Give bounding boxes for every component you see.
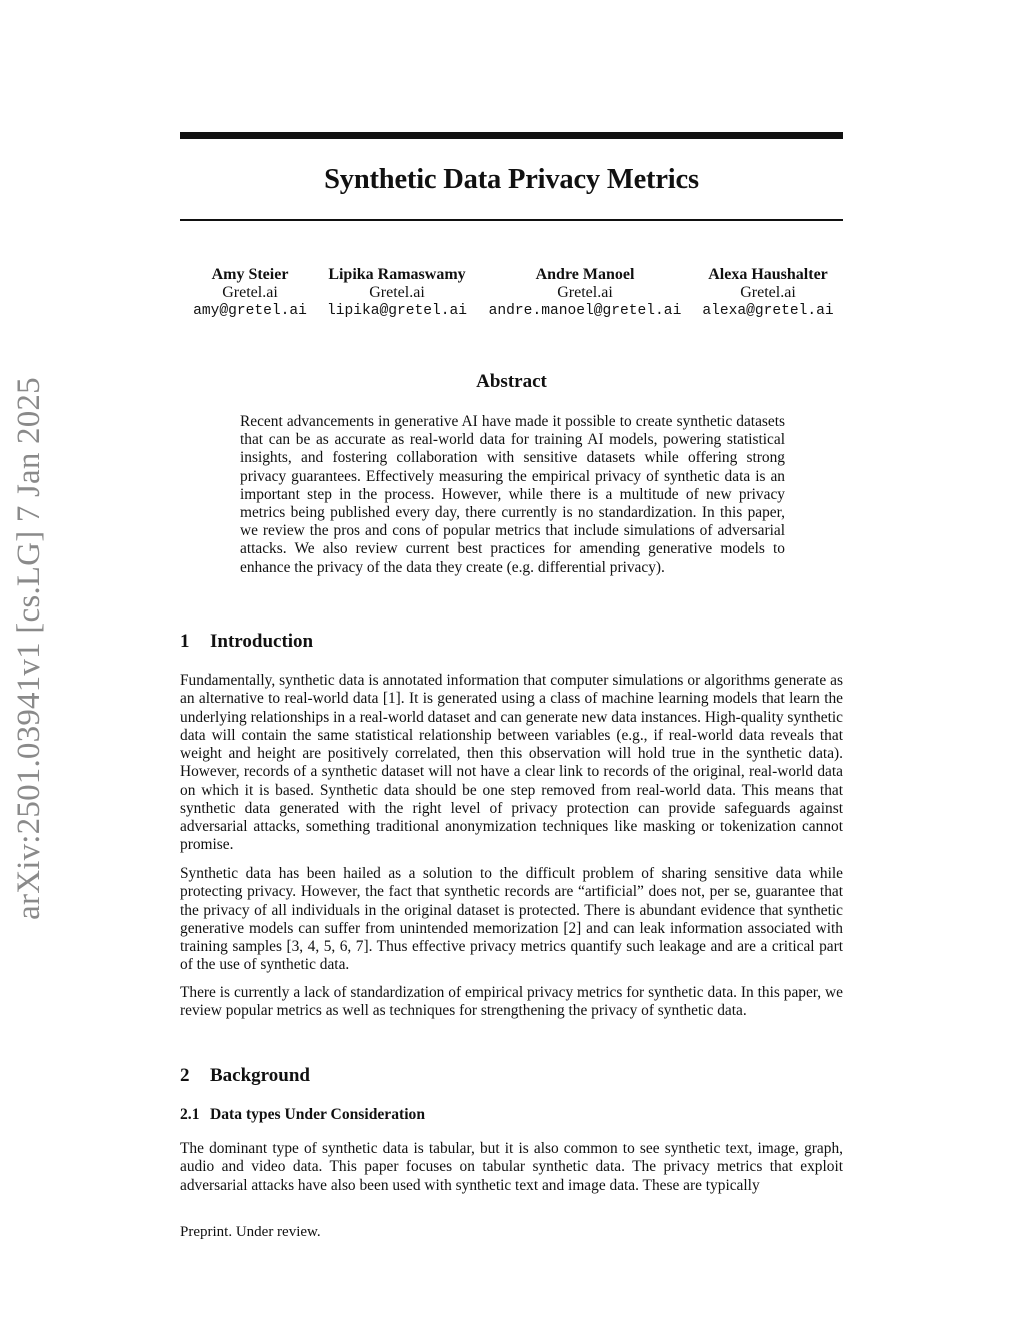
author-affiliation: Gretel.ai	[740, 284, 796, 301]
author-affiliation: Gretel.ai	[222, 284, 278, 301]
section-title: Introduction	[210, 631, 314, 652]
paragraph: There is currently a lack of standardization of empirical privacy metrics for synthetic data. In this paper, we review popular metrics as well as techniques for strengthening the privacy of synthetic data.	[180, 984, 843, 1020]
abstract-heading: Abstract	[476, 371, 547, 392]
paragraph: The dominant type of synthetic data is tabular, but it is also common to see synthetic text, image, graph, audio and video data. This paper focuses on tabular synthetic data. The privacy metrics that exploit adversarial attacks have also been used with synthetic text and image data. These are typically	[180, 1140, 843, 1194]
section-number: 2	[180, 1065, 190, 1086]
paragraph: Synthetic data has been hailed as a solution to the difficult problem of sharing sensitive data while protecting privacy. However, the fact that synthetic records are “artificial” does not, per se, guarantee that the privacy of all individuals in the original dataset is protected. There is abundant evidence that synthetic generative models can suffer from unintended memorization [2] and can leak information associated with training samples [3, 4, 5, 6, 7]. Thus effective privacy metrics quantify such leakage and are a critical part of the use of synthetic data.	[180, 865, 843, 974]
author-name: Alexa Haushalter	[708, 266, 828, 283]
author-name: Amy Steier	[211, 266, 289, 283]
subsection-title: Data types Under Consideration	[210, 1106, 426, 1123]
author-email[interactable]: alexa@gretel.ai	[702, 303, 834, 319]
author-block	[187, 266, 313, 320]
author-affiliation: Gretel.ai	[557, 284, 613, 301]
section-heading-introduction	[180, 630, 313, 654]
abstract-text: Recent advancements in generative AI have made it possible to create synthetic datasets that can be as accurate as real-world data for training AI models, powering statistical insights, and fostering collaboration with sensitive datasets while offering strong privacy guarantees. Effectively measuring the empirical privacy of synthetic data is an important step in the process. However, while there is a multitude of new privacy metrics being published every day, there currently is no standardization. In this paper, we review the pros and cons of popular metrics that include simulations of adversarial attacks. We also review current best practices for amending generative models to enhance the privacy of the data they create (e.g. differential privacy).	[240, 413, 785, 576]
subsection-number: 2.1	[180, 1106, 200, 1123]
author-email[interactable]: amy@gretel.ai	[193, 303, 307, 319]
title-bottom-rule	[180, 219, 843, 221]
paper-title: Synthetic Data Privacy Metrics	[324, 164, 699, 195]
author-block	[322, 266, 472, 320]
author-email[interactable]: lipika@gretel.ai	[326, 303, 468, 319]
arxiv-identifier	[6, 368, 52, 928]
section-heading-background	[180, 1064, 310, 1088]
section-number: 1	[180, 631, 190, 652]
author-name: Lipika Ramaswamy	[328, 266, 466, 283]
paragraph: Fundamentally, synthetic data is annotated information that computer simulations or algorithms generate as an alternative to real-world data [1]. It is generated using a class of machine learning models that learn the underlying relationships in a real-world dataset and can generate new data instances. High-quality synthetic data will contain the same statistical relationship between variables (e.g., if real-world data reveals that weight and height are positively correlated, then this observation will hold true in the synthetic data). However, records of a synthetic dataset will not have a clear link to records of the original, real-world data on which it is based. Synthetic data should be one step removed from real-world data. This means that synthetic data generated with the right level of privacy protection can provide safeguards against adversarial attacks, something traditional anonymization techniques like masking or tokenization cannot promise.	[180, 672, 843, 854]
title-top-rule	[180, 132, 843, 139]
author-affiliation: Gretel.ai	[369, 284, 425, 301]
author-block	[697, 266, 839, 320]
author-block	[484, 266, 686, 320]
section-title: Background	[210, 1065, 310, 1086]
author-name: Andre Manoel	[535, 266, 635, 283]
subsection-heading-data-types	[180, 1105, 425, 1125]
arxiv-identifier-text: arXiv:2501.03941v1 [cs.LG] 7 Jan 2025	[10, 376, 47, 920]
footer-note: Preprint. Under review.	[180, 1224, 321, 1240]
author-email[interactable]: andre.manoel@gretel.ai	[488, 303, 682, 319]
